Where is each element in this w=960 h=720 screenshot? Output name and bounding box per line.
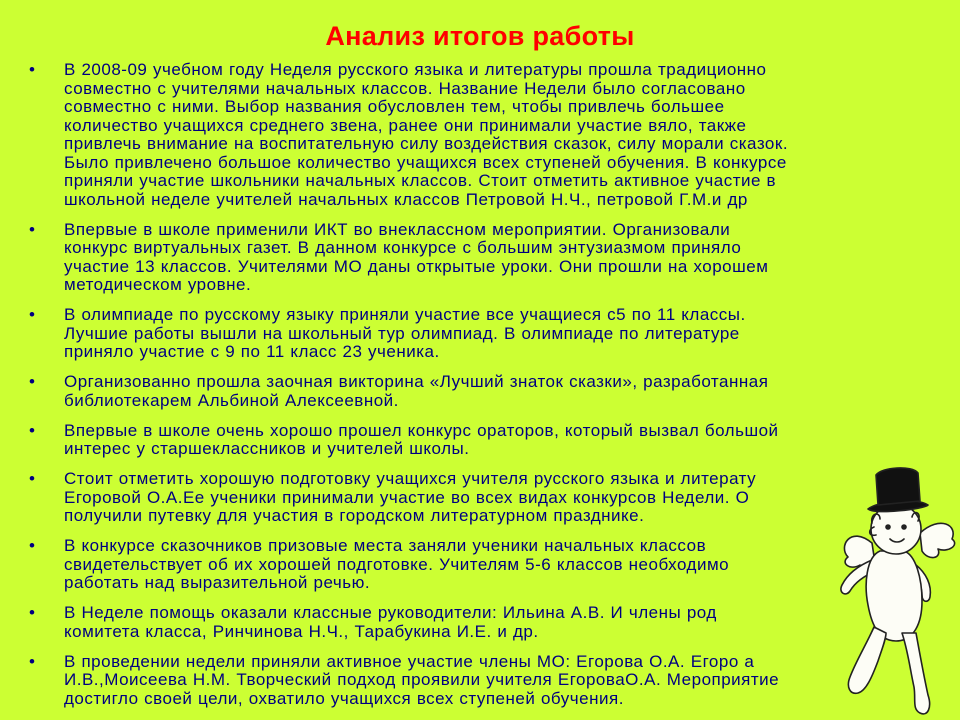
paragraph-text: В Неделе помощь оказали классные руководители: Ильина А.В. И члены род комитета класса, Ринчинова Н.Ч., Тарабукина И.Е. и др. <box>64 603 717 641</box>
slide-title: Анализ итогов работы <box>325 21 635 51</box>
list-item <box>29 604 929 641</box>
list-item <box>29 422 929 459</box>
list-item <box>29 306 929 362</box>
bullet-icon: • <box>29 469 36 488</box>
paragraph-text: В олимпиаде по русскому языку приняли участие все учащиеся с5 по 11 классы. Лучшие работы вышли на школьный тур олимпиад. В олимпиаде по литературе приняло участие с 9 по 11 класс 23 ученика. <box>64 305 746 361</box>
list-item <box>29 221 929 295</box>
paragraph-text: Впервые в школе очень хорошо прошел конкурс ораторов, который вызвал большой интерес у старшеклассников и учителей школы. <box>64 420 779 458</box>
paragraph-text: В конкурсе сказочников призовые места заняли ученики начальных классов свидетельствует об их хорошей подготовке. Учителям 5-6 классов необходимо работать над выразительной речью. <box>64 536 730 592</box>
right-leg-icon <box>902 633 930 714</box>
bullet-icon: • <box>29 219 36 239</box>
bullet-icon: • <box>29 60 36 79</box>
paragraph-text: Организованно прошла заочная викторина «Лучший знаток сказки», разработанная библиотекарем Альбиной Алексеевной. <box>64 372 769 410</box>
bullet-list <box>29 61 929 720</box>
list-item <box>29 61 929 209</box>
paragraph-text: В 2008-09 учебном году Неделя русского языка и литературы прошла традиционно совместно с учителями начальных классов. Название Недели было согласовано совместно с ними. Выбор названия обусловлен тем, чтобы привлечь большее количество учащихся среднего звена, ранее они принимали участие вяло, также привлечь внимание на воспитательную силу воздействия сказок, силу морали сказок. Было привлечено большое количество учащихся всех ступеней обучения. В конкурсе приняли участие школьники начальных классов. Стоит отметить активное участие в школьной неделе учителей начальных классов Петровой Н.Ч., петровой Г.М.и др <box>64 60 789 209</box>
bullet-icon: • <box>29 305 36 324</box>
right-eye-icon <box>902 525 906 529</box>
list-item <box>29 470 929 526</box>
list-item <box>29 537 929 593</box>
left-leg-icon <box>848 627 886 693</box>
bullet-icon: • <box>29 420 36 440</box>
paragraph-text: Впервые в школе применили ИКТ во внеклассном мероприятии. Организовали конкурс виртуальных газет. В данном конкурсе с большим энтузиазмом приняло участие 13 классов. Учителями МО даны открытые уроки. Они прошли на хорошем методическом уровне. <box>64 219 769 294</box>
bullet-icon: • <box>29 536 36 555</box>
left-eye-icon <box>886 525 890 529</box>
bullet-icon: • <box>29 603 36 622</box>
list-item <box>29 373 929 410</box>
list-item <box>29 653 929 709</box>
cherub-clipart <box>820 455 960 720</box>
paragraph-text: Стоит отметить хорошую подготовку учащихся учителя русского языка и литерату Егоровой О.А.Ее ученики принимали участие во всех видах конкурсов Недели. О получили путевку для участия в городском литературном празднике. <box>64 469 757 525</box>
right-wing-icon <box>920 523 955 557</box>
bullet-icon: • <box>29 372 36 391</box>
bullet-icon: • <box>29 651 36 671</box>
top-hat-icon <box>876 468 920 505</box>
paragraph-text: В проведении недели приняли активное участие члены МО: Егорова О.А. Егоро а И.В.,Моисеева Н.М. Творческий подход проявили учителя ЕгороваО.А. Мероприятие достигло своей цели, охватило учащихся всех ступеней обучения. <box>64 651 780 708</box>
